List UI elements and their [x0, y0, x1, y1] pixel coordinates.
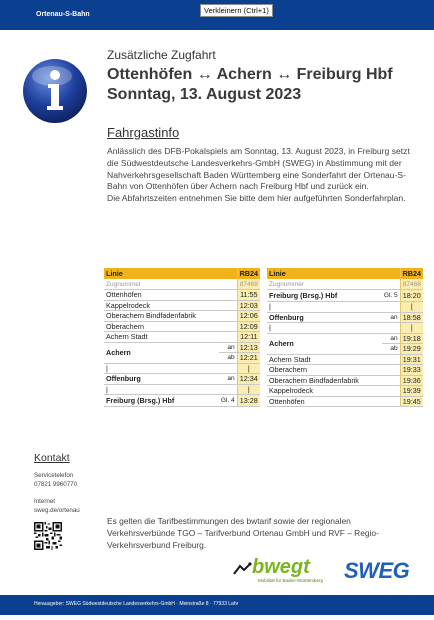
platform-label: Gl. 4: [219, 395, 237, 407]
station-name: Oberachern Bindfadenfabrik: [104, 311, 237, 322]
col-line-no: RB24: [400, 268, 423, 279]
station-time: 18:58: [400, 312, 423, 323]
sweg-logo: SWEG: [344, 558, 410, 583]
info-icon: [22, 58, 88, 124]
pass-through-marker: |: [267, 302, 400, 313]
pass-through-marker: |: [104, 363, 237, 374]
station-name: Oberachern: [267, 365, 400, 376]
station-name: Ottenhöfen: [104, 290, 237, 301]
pass-through-time: |: [237, 384, 260, 395]
station-time: 12:03: [237, 300, 260, 311]
top-bar: [0, 0, 434, 30]
arrival-marker: an: [219, 342, 237, 353]
page-header: [107, 48, 417, 105]
station-time: 19:33: [400, 365, 423, 376]
imprint-bar: [0, 595, 434, 615]
station-time: 18:20: [400, 290, 423, 302]
info-paragraph-2: Die Abfahrtszeiten entnehmen Sie bitte dem hier aufgeführten Sonderfahrplan.: [107, 193, 406, 204]
timetable-return: [267, 268, 423, 407]
fahrgastinfo-heading: Fahrgastinfo: [107, 125, 180, 140]
bwegt-logo: [232, 556, 342, 586]
station-name: Kappelrodeck: [267, 386, 400, 397]
station-name: Oberachern: [104, 321, 237, 332]
arrival-marker: an: [219, 374, 237, 385]
station-time: 12:09: [237, 321, 260, 332]
zugnummer-label: Zugnummer: [267, 279, 400, 290]
arrival-marker: an: [382, 333, 400, 344]
station-time: 12:21: [237, 353, 260, 364]
zoom-tooltip: Verkleinern (Ctrl+1): [200, 4, 273, 17]
brand-label: Ortenau-S-Bahn: [36, 11, 90, 18]
info-text: [107, 146, 412, 205]
departure-marker: ab: [219, 353, 237, 364]
platform-label: Gl. 5: [382, 290, 400, 302]
col-linie: Linie: [104, 268, 237, 279]
bwegt-wordmark: bwegt: [252, 556, 310, 578]
station-time: 19:31: [400, 354, 423, 365]
station-name: Ottenhöfen: [267, 396, 400, 407]
departure-marker: ab: [382, 344, 400, 355]
pass-through-marker: |: [267, 323, 400, 334]
station-name: Achern: [267, 333, 382, 354]
station-time: 12:11: [237, 332, 260, 343]
pass-through-time: |: [400, 323, 423, 334]
station-name: Offenburg: [104, 374, 219, 385]
imprint-text: Herausgeber: SWEG Südwestdeutsche Landesverkehrs-GmbH · Meinstraße 8 · 77933 Lahr: [34, 601, 239, 607]
station-time: 12:13: [237, 342, 260, 353]
station-name: Achern Stadt: [104, 332, 237, 343]
station-time: 11:55: [237, 290, 260, 301]
info-paragraph-1: Anlässlich des DFB-Pokalspiels am Sonntag, 13. August 2023, in Freiburg setzt die Südwestdeutsche Landesverkehrs-GmbH (SWEG) in Abstimmung mit der Nahverkehrsgesellschaft Baden Württemberg eine Sonderfahrt der Ortenau-S-Bahn von Ottenhöfen über Achern nach Freiburg Hbf und zurück ein.: [107, 146, 410, 192]
tariff-note: Es gelten die Tarifbestimmungen des bwtarif sowie der regionalen Verkehrsverbünde TGO – Tarifverbund Ortenau GmbH und RVF – Regio-Verkehrsverbund Freiburg.: [107, 516, 379, 550]
zugnummer-value: 87468: [400, 279, 423, 290]
bwegt-runner-icon: [232, 562, 254, 576]
station-time: 12:34: [237, 374, 260, 385]
station-name: Kappelrodeck: [104, 300, 237, 311]
service-label: Servicetelefon: [34, 472, 74, 479]
event-date: Sonntag, 13. August 2023: [107, 86, 302, 103]
station-name: Freiburg (Brsg.) Hbf: [267, 290, 382, 302]
station-name: Achern: [104, 342, 219, 363]
internet-link[interactable]: sweg.de/ortenau: [34, 507, 80, 514]
station-name: Offenburg: [267, 312, 382, 323]
station-time: 19:18: [400, 333, 423, 344]
pass-through-time: |: [237, 363, 260, 374]
pass-through-marker: |: [104, 384, 237, 395]
kontakt-heading: Kontakt: [34, 452, 70, 464]
station-time: 12:06: [237, 311, 260, 322]
station-time: 13:28: [237, 395, 260, 407]
qr-code-icon[interactable]: [34, 522, 62, 550]
arrival-marker: an: [382, 312, 400, 323]
station-name: Freiburg (Brsg.) Hbf: [104, 395, 219, 407]
internet-label: Internet: [34, 498, 55, 505]
zugnummer-label: Zugnummer: [104, 279, 237, 290]
bwegt-tagline: Mobilität für Baden-Württemberg: [258, 578, 324, 583]
col-line-no: RB24: [237, 268, 260, 279]
page-title: Ottenhöfen ↔ Achern ↔ Freiburg Hbf: [107, 66, 393, 83]
station-time: 19:29: [400, 344, 423, 355]
timetable-outbound: [104, 268, 260, 407]
service-number: 07821 9960770: [34, 481, 78, 488]
station-time: 19:45: [400, 396, 423, 407]
station-name: Oberachern Bindfadenfabrik: [267, 375, 400, 386]
zugnummer-value: 87469: [237, 279, 260, 290]
col-linie: Linie: [267, 268, 400, 279]
header-overline: Zusätzliche Zugfahrt: [107, 48, 216, 62]
station-name: Achern Stadt: [267, 354, 400, 365]
pass-through-time: |: [400, 302, 423, 313]
station-time: 19:39: [400, 386, 423, 397]
station-time: 19:36: [400, 375, 423, 386]
